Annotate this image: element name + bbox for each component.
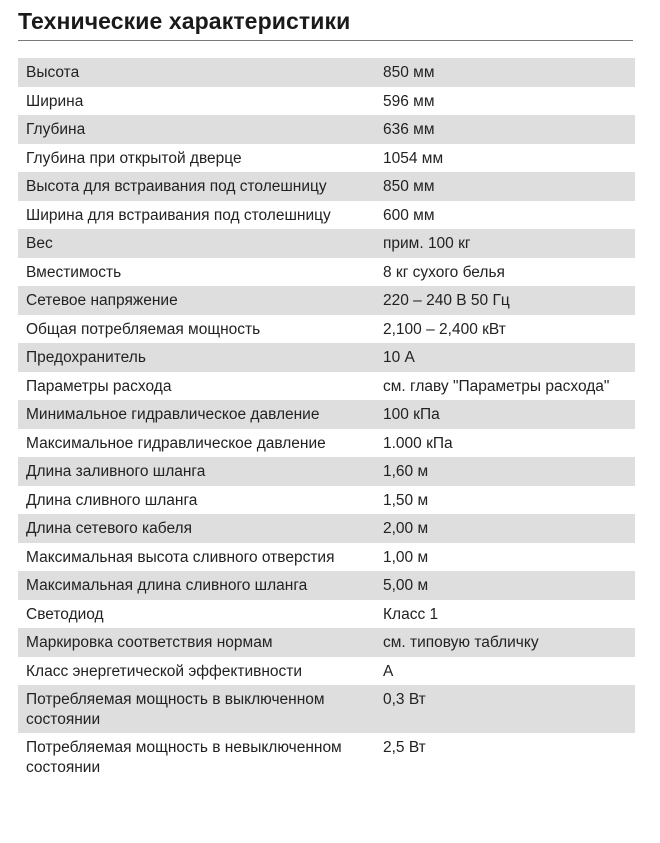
spec-value: 596 мм — [383, 92, 435, 110]
spec-label: Глубина при открытой дверце — [26, 149, 242, 167]
page-title: Технические характеристики — [18, 8, 351, 34]
spec-value: 10 А — [377, 343, 635, 372]
spec-value: 220 – 240 В 50 Гц — [377, 286, 635, 315]
spec-label: Длина заливного шланга — [18, 457, 377, 486]
table-row — [18, 58, 635, 87]
table-row — [18, 486, 635, 515]
table-row — [18, 457, 635, 486]
spec-label: Вес — [18, 229, 377, 258]
table-row — [18, 543, 635, 572]
spec-label: Ширина для встраивания под столешницу — [26, 206, 331, 224]
spec-value: см. типовую табличку — [377, 628, 635, 657]
table-row — [18, 172, 635, 201]
spec-label: Длина сливного шланга — [26, 491, 198, 509]
spec-label: Класс энергетической эффективности — [26, 662, 303, 680]
spec-value: Класс 1 — [383, 605, 439, 623]
spec-label: Ширина — [26, 92, 84, 110]
spec-label: Максимальная длина сливного шланга — [18, 571, 377, 600]
spec-value: 1,50 м — [383, 491, 429, 509]
spec-label: Сетевое напряжение — [18, 286, 377, 315]
table-row — [18, 372, 635, 401]
spec-value: 1.000 кПа — [383, 434, 453, 452]
table-row — [18, 429, 635, 458]
table-row — [18, 657, 635, 686]
table-row — [18, 733, 635, 781]
spec-value: 636 мм — [377, 115, 635, 144]
spec-label: Предохранитель — [18, 343, 377, 372]
spec-label: Потребляемая мощность в невыключенном состоянии — [26, 739, 342, 776]
spec-value: 2,00 м — [377, 514, 635, 543]
spec-label: Глубина — [18, 115, 377, 144]
spec-value: 2,100 – 2,400 кВт — [383, 320, 506, 338]
table-row — [18, 600, 635, 629]
table-row — [18, 229, 635, 258]
table-row — [18, 571, 635, 600]
spec-value: 850 мм — [377, 58, 635, 87]
table-row — [18, 286, 635, 315]
spec-label: Маркировка соответствия нормам — [18, 628, 377, 657]
spec-value: 8 кг сухого белья — [383, 263, 505, 281]
spec-value: А — [383, 662, 394, 680]
table-row — [18, 87, 635, 116]
table-row — [18, 144, 635, 173]
table-row — [18, 343, 635, 372]
spec-label: Длина сетевого кабеля — [18, 514, 377, 543]
spec-label: Высота для встраивания под столешницу — [18, 172, 377, 201]
spec-label: Максимальное гидравлическое давление — [26, 434, 326, 452]
specifications-table — [18, 58, 635, 781]
table-row — [18, 315, 635, 344]
spec-label: Параметры расхода — [26, 377, 172, 395]
table-row — [18, 685, 635, 733]
spec-value: 1054 мм — [383, 149, 444, 167]
spec-value: 0,3 Вт — [377, 685, 635, 733]
title-divider — [18, 40, 633, 41]
spec-value: прим. 100 кг — [377, 229, 635, 258]
table-row — [18, 400, 635, 429]
spec-value: 2,5 Вт — [383, 739, 426, 756]
spec-value: 850 мм — [377, 172, 635, 201]
table-row — [18, 258, 635, 287]
spec-label: Высота — [18, 58, 377, 87]
spec-label: Общая потребляемая мощность — [26, 320, 261, 338]
table-row — [18, 201, 635, 230]
spec-value: 600 мм — [383, 206, 435, 224]
table-row — [18, 115, 635, 144]
spec-label: Минимальное гидравлическое давление — [18, 400, 377, 429]
specifications-table-body — [18, 58, 635, 781]
spec-value: 100 кПа — [377, 400, 635, 429]
spec-value: 1,60 м — [377, 457, 635, 486]
spec-label: Светодиод — [26, 605, 104, 623]
spec-label: Максимальная высота сливного отверстия — [26, 548, 335, 566]
spec-label: Вместимость — [26, 263, 122, 281]
spec-value: 1,00 м — [383, 548, 429, 566]
spec-value: 5,00 м — [377, 571, 635, 600]
table-row — [18, 514, 635, 543]
table-row — [18, 628, 635, 657]
spec-label: Потребляемая мощность в выключенном состоянии — [18, 685, 377, 733]
spec-value: см. главу "Параметры расхода" — [383, 377, 610, 395]
